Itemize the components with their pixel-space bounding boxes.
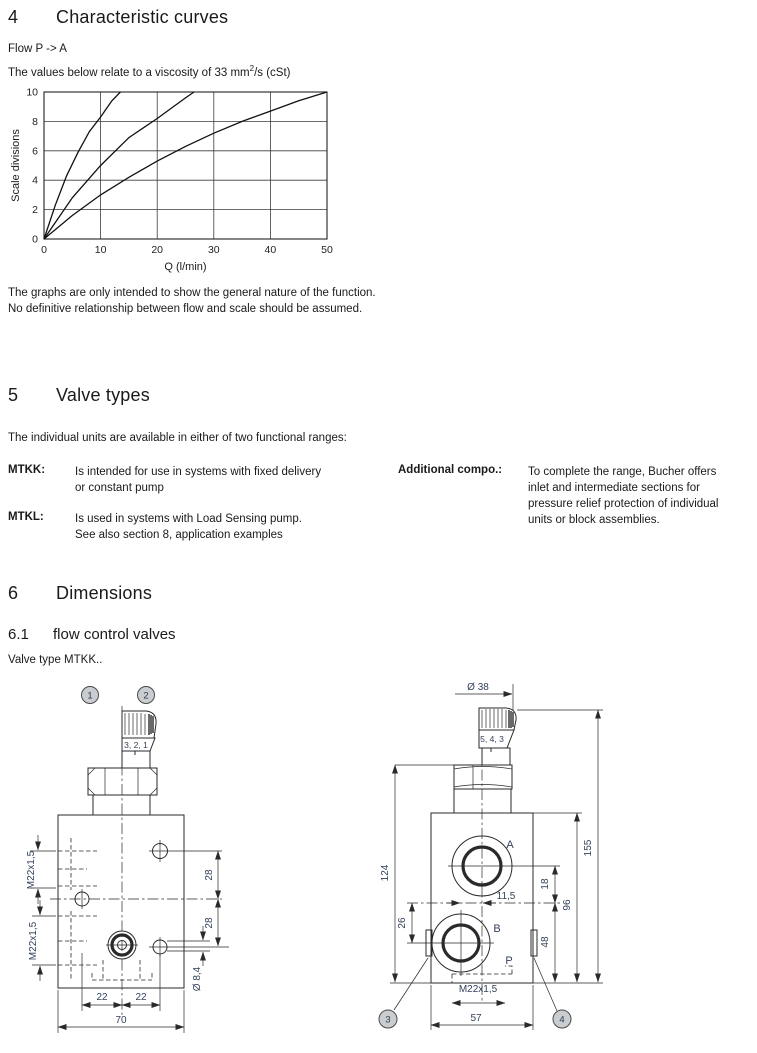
section-6-heading	[8, 583, 152, 604]
valve-types-intro: The individual units are available in either of two functional ranges:	[8, 432, 347, 444]
section-4-heading	[8, 7, 228, 28]
port-b-label: B	[493, 923, 501, 935]
additional-components-desc	[528, 464, 753, 528]
balloon-1-number: 1	[87, 690, 93, 702]
y-tick-label: 10	[26, 86, 38, 99]
section-6-title: Dimensions	[56, 583, 153, 603]
valve-body	[58, 815, 184, 988]
dim-11-5	[407, 891, 560, 903]
dim-48	[540, 903, 555, 982]
valve-type-term-mtkl: MTKL:	[8, 511, 44, 523]
dim-m22-top-label: M22x1,5	[26, 850, 37, 890]
balloon-3	[379, 1010, 397, 1028]
viscosity-note	[8, 61, 290, 81]
balloon-2	[138, 687, 155, 704]
plot-frame	[44, 92, 327, 239]
y-tick-label: 8	[32, 115, 38, 128]
section-5-heading	[8, 385, 150, 406]
left-valve-drawing-svg	[10, 683, 240, 1045]
dim-96	[533, 813, 582, 982]
dim-m22-label: M22x1,5	[458, 984, 498, 995]
side-clip-right	[531, 930, 537, 956]
dim-26-label: 26	[397, 917, 408, 929]
valve-type-term-mtkk: MTKK:	[8, 464, 46, 476]
balloon-2-number: 2	[143, 690, 149, 702]
dim-70-label: 70	[115, 1015, 127, 1026]
mounting-hole-top-right	[149, 840, 222, 862]
valve-type-desc-mtkk	[75, 464, 395, 496]
adjustment-knob	[122, 711, 156, 755]
mtkl-desc-line-2: See also section 8, application examples	[75, 529, 283, 541]
additional-desc-line-2: inlet and intermediate sections for	[528, 482, 700, 494]
x-tick-label: 30	[207, 244, 220, 256]
dim-m22-bottom	[28, 900, 56, 981]
balloon-4-number: 4	[559, 1014, 565, 1026]
x-axis-label: Q (l/min)	[164, 261, 207, 273]
dim-22-right-label: 22	[135, 992, 147, 1003]
dim-m22	[452, 984, 505, 1003]
chart-disclaimer-line-2: No definitive relationship between flow and scale should be assumed.	[8, 303, 363, 315]
port-a-label: A	[506, 839, 514, 851]
y-tick-label: 0	[32, 233, 38, 246]
additional-desc-line-4: units or block assemblies.	[528, 514, 660, 526]
section-4-number: 4	[8, 7, 19, 27]
chart-disclaimer	[8, 285, 376, 317]
y-tick-label: 2	[32, 204, 38, 217]
section-6-1-heading	[8, 626, 176, 643]
valve-type-desc-mtkl	[75, 511, 395, 543]
valve-type-label: Valve type MTKK..	[8, 654, 103, 666]
additional-desc-line-3: pressure relief protection of individual	[528, 498, 719, 510]
right-valve-drawing	[370, 678, 610, 1053]
dim-96-label: 96	[562, 899, 573, 911]
chart-disclaimer-line-1: The graphs are only intended to show the general nature of the function.	[8, 287, 376, 299]
curve-small-setting	[44, 92, 120, 239]
x-tick-label: 10	[94, 244, 107, 256]
x-tick-label: 20	[151, 244, 164, 256]
knob-scale-markings: 5, 4, 3	[480, 734, 504, 744]
viscosity-note-suffix: /s (cSt)	[254, 66, 291, 79]
dim-18	[540, 866, 555, 903]
x-tick-label: 40	[264, 244, 277, 256]
section-5-number: 5	[8, 385, 19, 405]
dim-155	[517, 710, 603, 982]
balloon-4	[553, 1010, 571, 1028]
port-hole-left	[50, 889, 222, 909]
balloon-3-leader	[394, 958, 428, 1010]
dim-28-bottom	[204, 899, 218, 946]
adjustment-knob	[479, 708, 516, 752]
curve-large-setting	[44, 92, 327, 239]
viscosity-note-prefix: The values below relate to a viscosity of 33 mm	[8, 66, 250, 79]
dim-22-22	[82, 953, 160, 1011]
characteristic-curve-chart	[8, 84, 348, 281]
mtkl-desc-line-1: Is used in systems with Load Sensing pump.	[75, 513, 302, 525]
dim-dia-8-4-label: Ø 8,4	[192, 966, 203, 992]
curve-medium-setting	[44, 92, 194, 239]
section-5-title: Valve types	[56, 385, 150, 405]
dim-124-label: 124	[380, 864, 391, 882]
y-tick-label: 4	[32, 174, 38, 187]
curve-chart-svg	[8, 84, 348, 276]
dim-70	[58, 990, 184, 1033]
dim-48-label: 48	[540, 936, 551, 948]
section-6-number: 6	[8, 583, 19, 603]
section-6-1-number: 6.1	[8, 626, 29, 643]
additional-components-term: Additional compo.:	[398, 464, 503, 476]
dim-28-top-label: 28	[204, 869, 215, 881]
viscosity-note-superscript: 2	[249, 64, 255, 73]
dim-26	[397, 903, 412, 943]
valve-stem-and-nut	[454, 748, 512, 813]
additional-desc-line-1: To complete the range, Bucher offers	[528, 466, 717, 478]
dim-m22-bottom-label: M22x1,5	[28, 921, 39, 961]
hidden-thread-port-bottom	[58, 911, 97, 980]
port-p-label: P	[505, 955, 513, 967]
section-4-title: Characteristic curves	[56, 7, 229, 27]
flow-direction-label: Flow P -> A	[8, 43, 67, 55]
hidden-thread-port-top	[58, 838, 97, 890]
mtkk-desc-line-2: or constant pump	[75, 482, 164, 494]
knob-scale-markings: 3, 2, 1	[124, 740, 148, 750]
mounting-hole-bottom-right	[149, 937, 229, 957]
y-tick-label: 6	[32, 145, 38, 158]
dim-155-label: 155	[583, 839, 594, 857]
dim-dia-8-4	[192, 926, 203, 991]
y-axis-label: Scale divisions	[10, 129, 22, 202]
dim-dia-38-label: Ø 38	[467, 682, 489, 693]
section-6-1-title: flow control valves	[53, 626, 176, 643]
mtkk-desc-line-1: Is intended for use in systems with fixed delivery	[75, 466, 322, 478]
dim-dia-38	[455, 682, 513, 711]
balloon-1	[82, 687, 99, 704]
dim-11-5-label: 11,5	[496, 891, 516, 902]
dim-28-top	[204, 851, 218, 899]
dim-57-label: 57	[470, 1013, 482, 1024]
balloon-3-number: 3	[385, 1014, 391, 1026]
left-valve-drawing	[10, 683, 240, 1050]
right-valve-drawing-svg	[370, 678, 610, 1048]
x-tick-label: 50	[321, 244, 333, 256]
valve-stem-and-nut	[88, 751, 157, 815]
dim-18-label: 18	[540, 878, 551, 890]
port-b	[407, 910, 501, 976]
dim-m22-top	[26, 835, 56, 904]
x-tick-label: 0	[41, 244, 47, 256]
center-port	[106, 931, 138, 959]
balloon-4-leader	[534, 958, 557, 1011]
dim-22-left-label: 22	[96, 992, 108, 1003]
dim-28-bottom-label: 28	[204, 917, 215, 929]
